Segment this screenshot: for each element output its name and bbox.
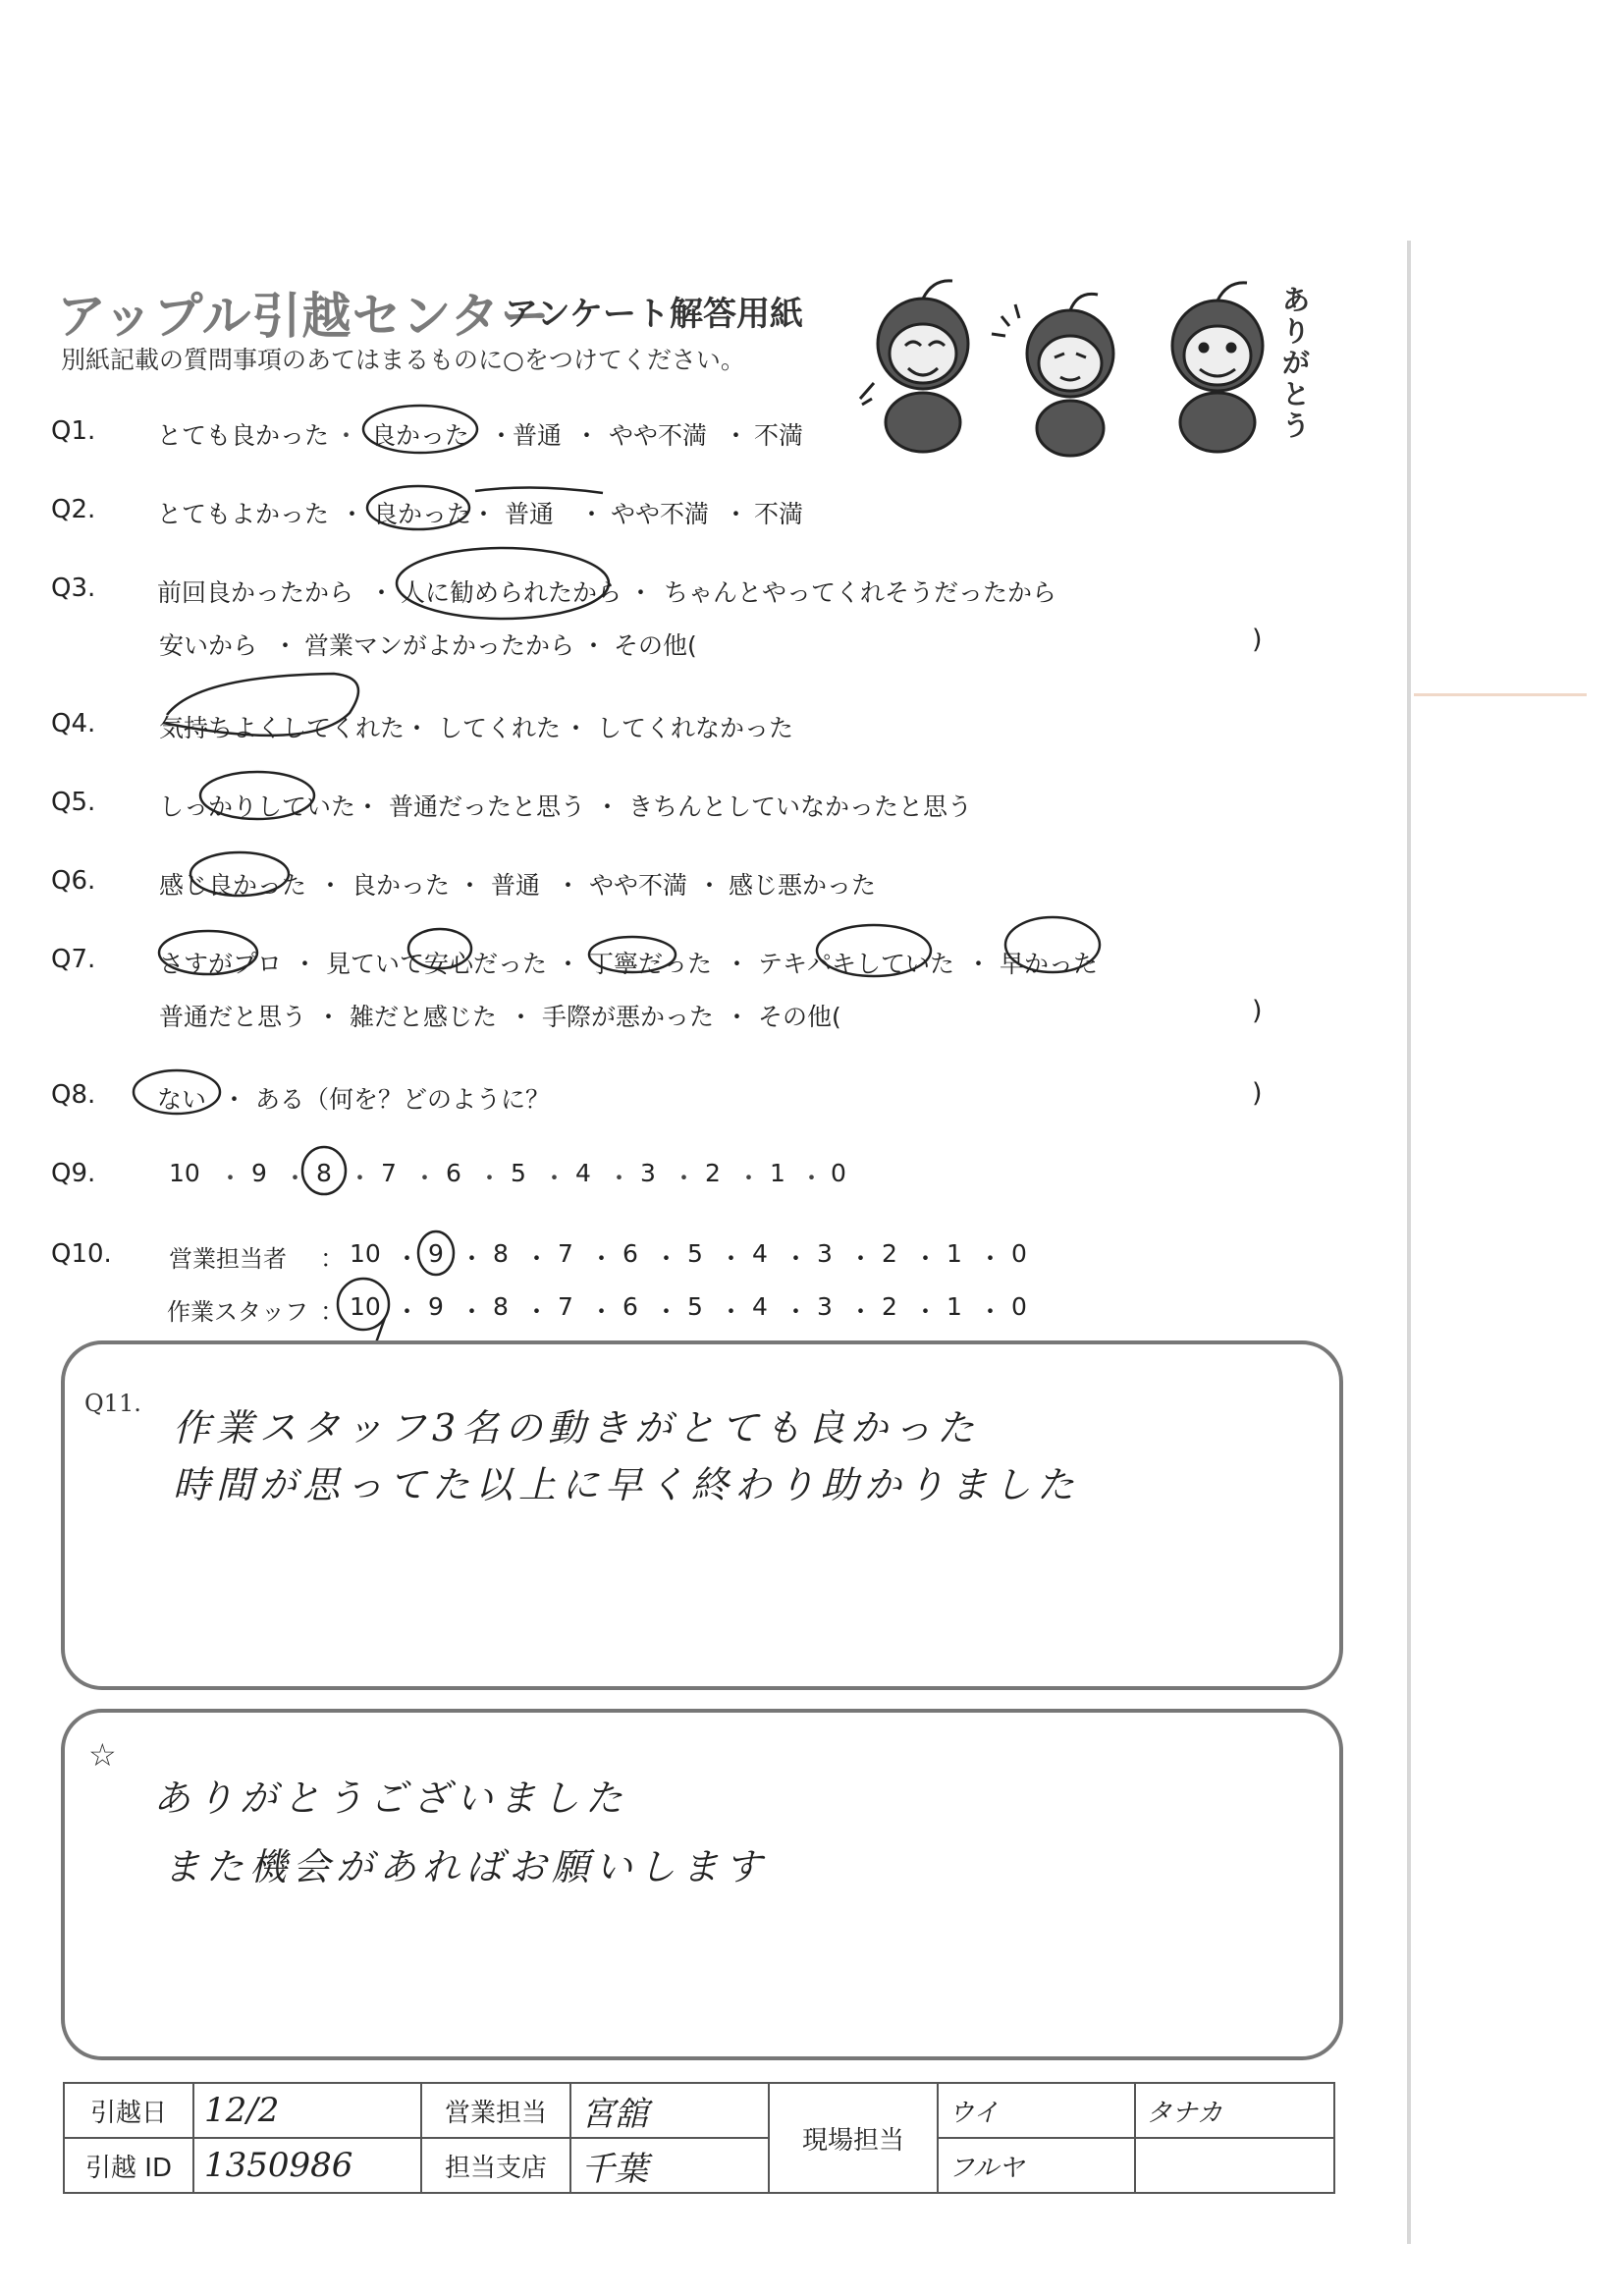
separator: ・ (524, 1244, 550, 1273)
q1-option-1[interactable]: とても良かった (157, 421, 330, 450)
q10-sales-score-5[interactable]: 5 (687, 1239, 703, 1268)
q7-label: Q7. (51, 945, 96, 974)
table-row (64, 2083, 1334, 2138)
move-id-value[interactable]: 1350986 (193, 2138, 421, 2193)
q5-option-1-selected[interactable]: しっかりしていた (159, 793, 356, 821)
q10-staff-score-7[interactable]: 7 (558, 1292, 573, 1321)
q10-staff-label: 作業スタッフ (167, 1298, 308, 1326)
q10-sales-score-2[interactable]: 2 (882, 1239, 897, 1268)
q7-circle-mark-5 (1005, 917, 1100, 972)
q8-option-2[interactable]: ある（何を？どのように？ (255, 1085, 551, 1114)
separator: ・ (607, 1164, 632, 1192)
separator: ・ (316, 1003, 342, 1031)
separator: ・ (848, 1297, 874, 1326)
q5-option-2[interactable]: 普通だったと思う (389, 793, 586, 821)
field-staff-label: 現場担当 (769, 2083, 938, 2193)
q10-sales-score-10[interactable]: 10 (350, 1239, 381, 1268)
separator: ・ (725, 950, 750, 978)
separator: ・ (784, 1244, 809, 1273)
colon: ： (320, 1244, 346, 1273)
separator: ・ (273, 631, 298, 660)
separator: ・ (542, 1164, 568, 1192)
q7-circle-mark-3 (589, 937, 676, 972)
q9-score-6[interactable]: 6 (446, 1159, 461, 1187)
comment-line-1: ありがとうございました (153, 1777, 629, 1820)
q3-option-2-selected[interactable]: 人に勧められたから (401, 578, 622, 607)
colon: ： (320, 1297, 346, 1326)
move-id-label: 引越 ID (64, 2138, 193, 2193)
q1-option-2-selected[interactable]: 良かった (371, 421, 470, 450)
q4-circle-mark (163, 674, 358, 736)
q6-option-1-selected[interactable]: 感じ良かった (159, 871, 307, 900)
sales-rep-label: 営業担当 (421, 2083, 570, 2138)
q2-option-1[interactable]: とてもよかった (157, 500, 330, 528)
q8-circle-mark (134, 1070, 220, 1114)
q9-score-0[interactable]: 0 (831, 1159, 846, 1187)
separator: ・ (340, 500, 365, 528)
separator: ・ (574, 421, 600, 450)
q10-sales-score-3[interactable]: 3 (817, 1239, 833, 1268)
comment-box[interactable] (61, 1709, 1343, 2060)
separator: ・ (334, 421, 359, 450)
q2-option-5[interactable]: 不満 (754, 500, 804, 528)
q9-label: Q9. (51, 1159, 96, 1188)
separator: ・ (477, 1164, 503, 1192)
q9-score-7[interactable]: 7 (381, 1159, 397, 1187)
q10-sales-score-1[interactable]: 1 (947, 1239, 962, 1268)
q4-option-3[interactable]: してくれなかった (597, 714, 794, 742)
q7-option-7[interactable]: 雑だと感じた (350, 1003, 498, 1031)
branch-label: 担当支店 (421, 2138, 570, 2193)
separator: ・ (628, 578, 654, 607)
q1-circle-mark (363, 406, 477, 453)
separator: ・ (556, 871, 581, 900)
q1-option-3[interactable]: 普通 (513, 421, 563, 450)
q10-label: Q10. (51, 1239, 112, 1269)
q10-sales-score-6[interactable]: 6 (622, 1239, 638, 1268)
q3-option-1[interactable]: 前回良かったから (157, 578, 354, 607)
q7-close-paren: ) (1252, 996, 1263, 1026)
q7-option-4-selected[interactable]: テキパキしていた (758, 950, 955, 978)
q5-option-3[interactable]: きちんとしていなかったと思う (628, 793, 973, 821)
q6-option-3[interactable]: 普通 (491, 871, 541, 900)
table-row (64, 2138, 1334, 2193)
q7-circle-mark-4 (817, 925, 931, 976)
q3-close-paren: ) (1252, 625, 1263, 655)
q11-label: Q11. (84, 1390, 141, 1417)
q10-sales-score-4[interactable]: 4 (752, 1239, 768, 1268)
q9-circle-mark (302, 1147, 346, 1194)
q8-label: Q8. (51, 1080, 96, 1110)
separator: ・ (978, 1244, 1003, 1273)
q2-label: Q2. (51, 495, 96, 524)
q10-sales-score-7[interactable]: 7 (558, 1239, 573, 1268)
q7-option-8[interactable]: 手際が悪かった (542, 1003, 715, 1031)
separator: ・ (412, 1164, 438, 1192)
comment-line-2: また機会があればお願いします (163, 1845, 769, 1888)
form-subtitle: アンケート解答用紙 (505, 295, 803, 334)
q9-score-10[interactable]: 10 (169, 1159, 200, 1187)
separator: ・ (579, 500, 605, 528)
q8-option-1-selected[interactable]: ない (157, 1085, 207, 1114)
q5-circle-mark (200, 772, 314, 819)
sales-rep-value[interactable]: 宮舘 (570, 2083, 769, 2138)
move-date-label: 引越日 (64, 2083, 193, 2138)
separator: ・ (799, 1164, 825, 1192)
separator: ・ (218, 1164, 243, 1192)
q6-label: Q6. (51, 866, 96, 896)
q9-score-4[interactable]: 4 (575, 1159, 591, 1187)
q10-sales-circle-mark (418, 1231, 454, 1275)
move-date-value[interactable]: 12/2 (193, 2083, 421, 2138)
separator: ・ (524, 1297, 550, 1326)
star-icon: ☆ (88, 1736, 117, 1774)
separator: ・ (222, 1085, 247, 1114)
q9-score-9[interactable]: 9 (251, 1159, 267, 1187)
q7-option-1-selected[interactable]: さすがプロ (159, 950, 283, 978)
q3-option-3[interactable]: ちゃんとやってくれそうだったから (664, 578, 1057, 607)
separator: ・ (595, 793, 621, 821)
q3-label: Q3. (51, 574, 96, 603)
q7-option-6[interactable]: 普通だと思う (159, 1003, 307, 1031)
q1-option-4[interactable]: やや不満 (609, 421, 708, 450)
q1-option-5[interactable]: 不満 (754, 421, 804, 450)
q6-option-5[interactable]: 感じ悪かった (729, 871, 877, 900)
q9-score-8-selected[interactable]: 8 (316, 1159, 332, 1187)
separator: ・ (966, 950, 992, 978)
separator: ・ (978, 1297, 1003, 1326)
q10-staff-circle-mark (338, 1279, 389, 1330)
separator: ・ (672, 1164, 697, 1192)
q7-circle-mark-2 (408, 929, 471, 968)
separator: ・ (913, 1297, 939, 1326)
q10-staff-score-3[interactable]: 3 (817, 1292, 833, 1321)
q10-sales-score-8[interactable]: 8 (493, 1239, 509, 1268)
q10-staff-score-9[interactable]: 9 (428, 1292, 444, 1321)
separator: ・ (719, 1297, 744, 1326)
move-info-table (63, 2082, 1335, 2194)
q9-score-1[interactable]: 1 (770, 1159, 785, 1187)
separator: ・ (654, 1297, 679, 1326)
q6-circle-mark (190, 852, 289, 896)
separator: ・ (489, 421, 514, 450)
separator: ・ (318, 871, 344, 900)
q3-circle-mark (397, 548, 609, 619)
q9-score-5[interactable]: 5 (511, 1159, 526, 1187)
q10-staff-score-4[interactable]: 4 (752, 1292, 768, 1321)
q2-circle-mark (367, 486, 472, 529)
separator: ・ (460, 1297, 485, 1326)
q4-option-1-selected[interactable]: 気持ちよくしてくれた (159, 714, 406, 742)
q11-answer-box[interactable] (61, 1340, 1343, 1690)
field-staff-2[interactable]: タナカ (1135, 2083, 1334, 2138)
q7-option-5-selected[interactable]: 早かった (1000, 950, 1099, 978)
q2-strike-mark (475, 487, 603, 493)
q7-option-9[interactable]: その他( (758, 1003, 841, 1031)
field-staff-4[interactable] (1135, 2138, 1334, 2193)
separator: ・ (564, 714, 589, 742)
q1-label: Q1. (51, 416, 96, 446)
separator: ・ (724, 421, 749, 450)
separator: ・ (725, 1003, 750, 1031)
separator: ・ (355, 793, 381, 821)
q4-label: Q4. (51, 709, 96, 738)
q10-sales-score-0[interactable]: 0 (1011, 1239, 1027, 1268)
q6-option-2[interactable]: 良かった (352, 871, 451, 900)
q10-sales-score-9-selected[interactable]: 9 (428, 1239, 444, 1268)
q2-option-3[interactable]: 普通 (505, 500, 555, 528)
separator: ・ (405, 714, 430, 742)
separator: ・ (556, 950, 581, 978)
q5-label: Q5. (51, 788, 96, 817)
separator: ・ (369, 578, 395, 607)
q4-option-2[interactable]: してくれた (438, 714, 562, 742)
q11-answer-line-2: 時間が思ってた以上に早く終わり助かりました (173, 1463, 1081, 1506)
q10-staff-score-6[interactable]: 6 (622, 1292, 638, 1321)
separator: ・ (395, 1297, 420, 1326)
separator: ・ (458, 871, 483, 900)
separator: ・ (654, 1244, 679, 1273)
thanks-vertical-text: ありがとう (1282, 284, 1311, 442)
separator: ・ (509, 1003, 534, 1031)
separator: ・ (848, 1244, 874, 1273)
field-staff-1[interactable]: ウイ (938, 2083, 1135, 2138)
separator: ・ (460, 1244, 485, 1273)
separator: ・ (293, 950, 318, 978)
q3-option-4[interactable]: 安いから (159, 631, 258, 660)
q8-close-paren: ) (1252, 1078, 1263, 1109)
field-staff-3[interactable]: フルヤ (938, 2138, 1135, 2193)
branch-value[interactable]: 千葉 (570, 2138, 769, 2193)
q9-score-3[interactable]: 3 (640, 1159, 656, 1187)
q10-staff-score-2[interactable]: 2 (882, 1292, 897, 1321)
q2-option-4[interactable]: やや不満 (611, 500, 710, 528)
q10-staff-score-1[interactable]: 1 (947, 1292, 962, 1321)
q10-staff-score-8[interactable]: 8 (493, 1292, 509, 1321)
q7-option-3-selected[interactable]: 丁寧だった (589, 950, 713, 978)
separator: ・ (581, 631, 607, 660)
separator: ・ (736, 1164, 762, 1192)
separator: ・ (784, 1297, 809, 1326)
q3-option-5[interactable]: 営業マンがよかったから (304, 631, 575, 660)
separator: ・ (719, 1244, 744, 1273)
separator: ・ (697, 871, 723, 900)
q2-option-2-selected[interactable]: 良かった (373, 500, 472, 528)
q10-staff-score-5[interactable]: 5 (687, 1292, 703, 1321)
q9-score-2[interactable]: 2 (705, 1159, 721, 1187)
separator: ・ (913, 1244, 939, 1273)
form-instruction: 別紙記載の質問事項のあてはまるものに○をつけてください。 (61, 346, 745, 374)
company-title: アップル引越センター (57, 288, 551, 345)
q3-option-6[interactable]: その他( (614, 631, 697, 660)
separator: ・ (395, 1244, 420, 1273)
separator: ・ (471, 500, 497, 528)
separator: ・ (589, 1244, 615, 1273)
q10-staff-score-10-selected[interactable]: 10 (350, 1292, 381, 1321)
separator: ・ (283, 1164, 308, 1192)
separator: ・ (348, 1164, 373, 1192)
q10-sales-label: 営業担当者 (169, 1245, 287, 1273)
separator: ・ (589, 1297, 615, 1326)
q10-staff-score-0[interactable]: 0 (1011, 1292, 1027, 1321)
q7-option-2-selected[interactable]: 見ていて安心だった (326, 950, 548, 978)
separator: ・ (724, 500, 749, 528)
q6-option-4[interactable]: やや不満 (589, 871, 688, 900)
q7-circle-mark-1 (159, 931, 257, 974)
q11-answer-line-1: 作業スタッフ3名の動きがとても良かった (173, 1406, 981, 1449)
